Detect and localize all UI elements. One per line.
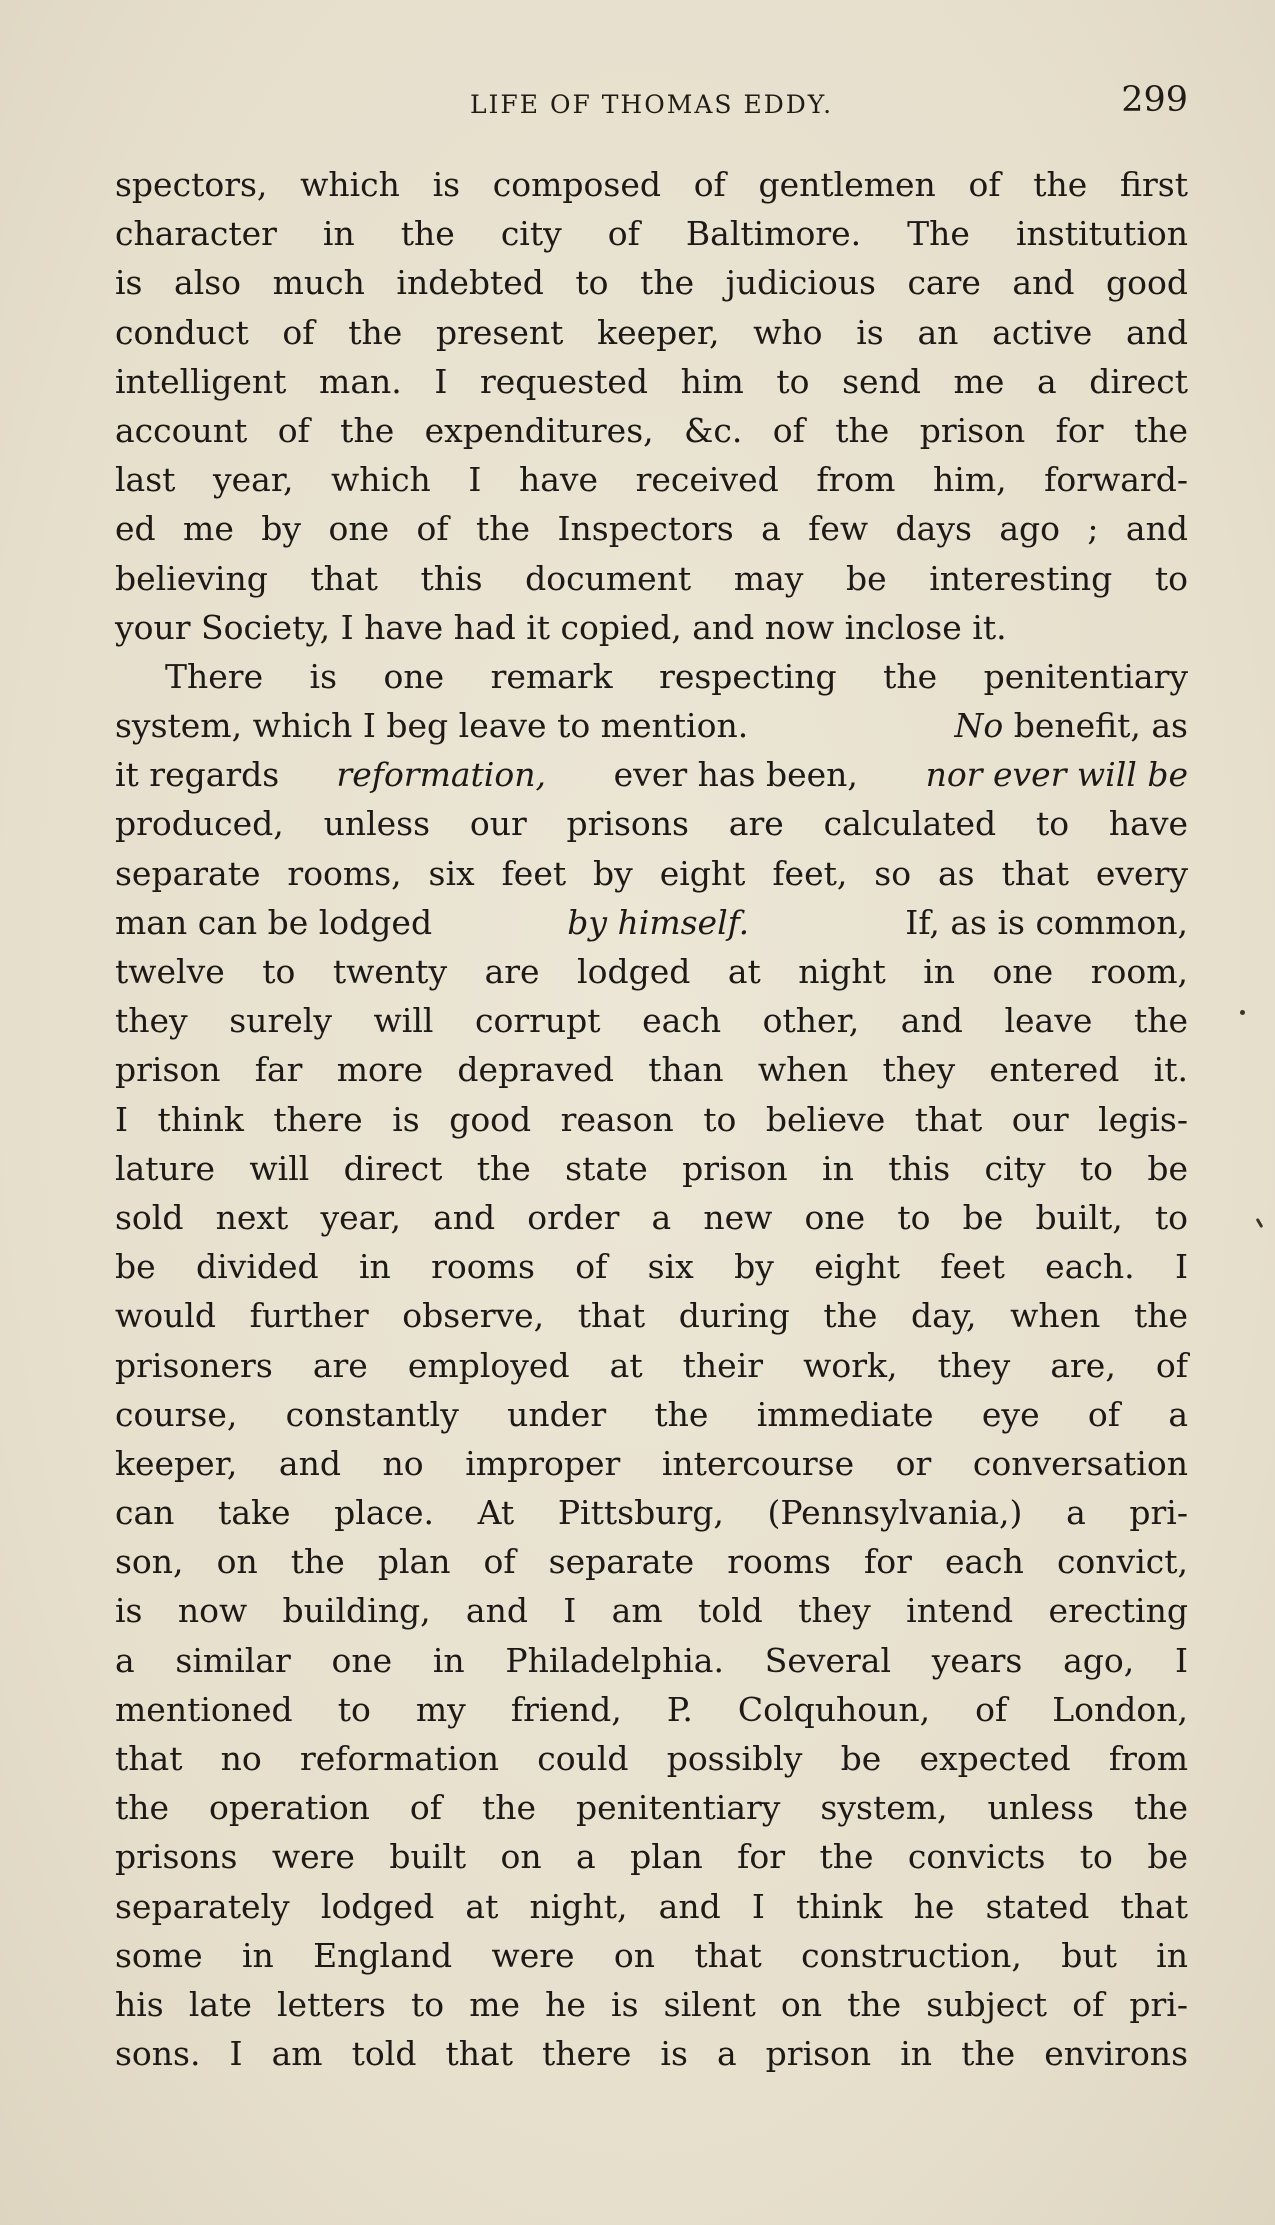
text-line: his late letters to me he is silent on the subject of pri-	[115, 1984, 1188, 2024]
text-line: lature will direct the state prison in this city to be	[115, 1148, 1188, 1188]
text-line: course, constantly under the immediate eye of a	[115, 1394, 1188, 1434]
text-line: There is one remark respecting the penitentiary	[165, 656, 1188, 696]
italic-emphasis: reformation,	[336, 755, 546, 795]
text-line: mentioned to my friend, P. Colquhoun, of London,	[115, 1689, 1188, 1729]
text-line: intelligent man. I requested him to send me a direct	[115, 361, 1188, 401]
text-line	[115, 898, 1188, 947]
text-line: would further observe, that during the day, when the	[115, 1296, 1188, 1336]
text-line: prisoners are employed at their work, they are, of	[115, 1345, 1188, 1385]
text-segment: man can be lodged	[115, 902, 433, 942]
text-line: prison far more depraved than when they entered it.	[115, 1050, 1188, 1090]
text-line: some in England were on that construction, but in	[115, 1935, 1188, 1975]
text-line: believing that this document may be interesting to	[115, 558, 1188, 598]
text-line: your Society, I have had it copied, and now inclose it.	[115, 607, 1007, 647]
text-segment: system, which I beg leave to mention.	[115, 706, 749, 746]
text-line: son, on the plan of separate rooms for each convict,	[115, 1542, 1188, 1582]
text-line: last year, which I have received from him, forward-	[115, 460, 1188, 500]
text-line: is now building, and I am told they intend erecting	[115, 1591, 1188, 1631]
text-line: I think there is good reason to believe that our legis-	[115, 1099, 1188, 1139]
text-line: sons. I am told that there is a prison in the environs	[115, 2034, 1188, 2074]
text-line: separate rooms, six feet by eight feet, so as that every	[115, 853, 1188, 893]
text-line: twelve to twenty are lodged at night in one room,	[115, 952, 1188, 991]
text-segment: If, as is common,	[884, 902, 1188, 942]
text-segment: benefit, as	[1003, 706, 1188, 746]
text-line: is also much indebted to the judicious care and good	[115, 263, 1188, 303]
text-line: be divided in rooms of six by eight feet each. I	[115, 1247, 1188, 1287]
text-line: conduct of the present keeper, who is an active and	[115, 312, 1188, 352]
italic-emphasis: by himself.	[567, 902, 750, 942]
text-line: they surely will corrupt each other, and leave the	[115, 1001, 1188, 1041]
page-number: 299	[1121, 80, 1188, 120]
text-line: a similar one in Philadelphia. Several years ago, I	[115, 1640, 1188, 1680]
italic-emphasis: nor ever will be	[925, 755, 1188, 795]
text-line: keeper, and no improper intercourse or conversation	[115, 1443, 1188, 1483]
text-line: that no reformation could possibly be expected from	[115, 1739, 1188, 1778]
text-line: the operation of the penitentiary system, unless the	[115, 1788, 1188, 1828]
ink-speck	[1240, 1010, 1245, 1015]
text-segment: ever has been,	[603, 755, 869, 795]
ink-speck	[1256, 1218, 1264, 1228]
text-line: character in the city of Baltimore. The institution	[115, 214, 1188, 254]
body-text	[115, 160, 1188, 2078]
text-line: prisons were built on a plan for the convicts to be	[115, 1837, 1188, 1877]
running-head: LIFE OF THOMAS EDDY.	[469, 90, 834, 119]
italic-emphasis: No	[954, 706, 1004, 746]
page-header	[115, 80, 1188, 140]
text-line: sold next year, and order a new one to be built, to	[115, 1197, 1188, 1237]
text-line: can take place. At Pittsburg, (Pennsylvania,) a pri-	[115, 1493, 1188, 1533]
text-line: separately lodged at night, and I think he stated that	[115, 1886, 1188, 1926]
text-line	[115, 750, 1188, 799]
text-line: produced, unless our prisons are calculated to have	[115, 804, 1188, 844]
text-segment	[954, 701, 1188, 750]
text-line: account of the expenditures, &c. of the prison for the	[115, 410, 1188, 450]
text-line	[115, 701, 1188, 750]
text-segment: it regards	[115, 755, 280, 795]
text-line: ed me by one of the Inspectors a few days ago ; and	[115, 509, 1188, 549]
text-line: spectors, which is composed of gentlemen of the first	[115, 165, 1188, 204]
